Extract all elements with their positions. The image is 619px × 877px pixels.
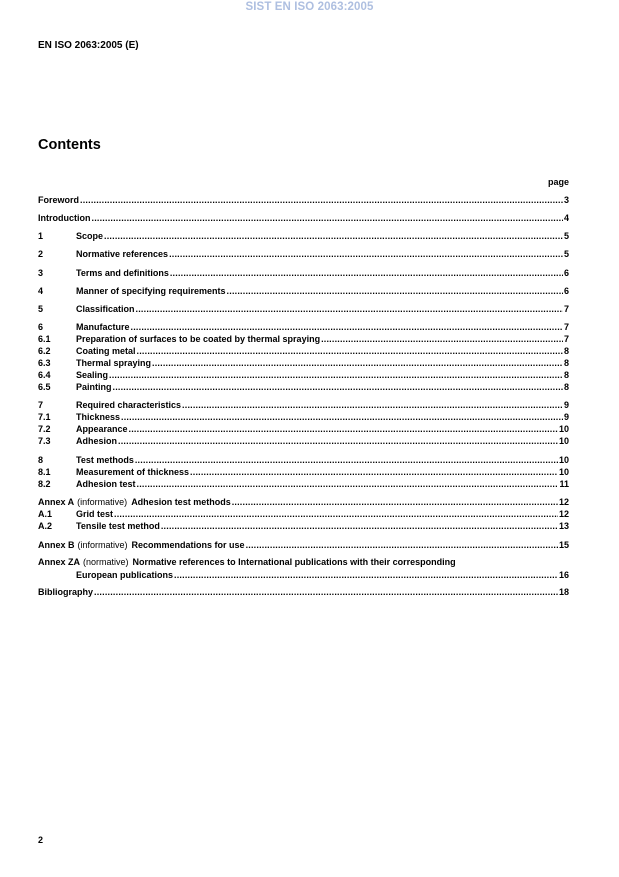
toc-leader	[170, 268, 563, 279]
toc-entry-title: Test methods	[76, 455, 134, 465]
toc-entry-title: Adhesion test	[76, 479, 136, 489]
toc-entry-number: 6.5	[38, 382, 51, 392]
toc-entry-title: Manner of specifying requirements	[76, 286, 226, 296]
toc-entry-page: 7	[563, 304, 569, 314]
toc-entry-7[interactable]	[38, 400, 569, 411]
toc-entry-number: 1	[38, 231, 44, 241]
toc-entry-number: 3	[38, 268, 44, 278]
toc-leader	[321, 334, 563, 345]
toc-entry-title: Classification	[76, 304, 135, 314]
toc-entry-title: Thickness	[76, 412, 121, 422]
toc-entry-number: 6.3	[38, 358, 51, 368]
toc-entry-number: A.2	[38, 521, 53, 531]
toc-entry-page: 6	[563, 286, 569, 296]
toc-entry-page: 9	[563, 400, 569, 410]
toc-entry-page: 8	[563, 370, 569, 380]
toc-entry-page: 8	[563, 346, 569, 356]
toc-entry-page: 11	[559, 479, 569, 489]
toc-entry-7-1[interactable]	[38, 412, 569, 423]
toc-entry-title: Adhesion	[76, 436, 118, 446]
toc-entry-6-1[interactable]	[38, 334, 569, 345]
toc-entry-annex-b[interactable]	[38, 540, 569, 551]
toc-annex-qualifier: (informative)	[77, 540, 128, 550]
toc-leader	[246, 540, 558, 551]
toc-leader	[109, 370, 563, 381]
toc-entry-8-2[interactable]	[38, 479, 569, 490]
toc-entry-3[interactable]	[38, 268, 569, 279]
contents-heading: Contents	[38, 137, 101, 153]
toc-entry-annex-za-continuation[interactable]	[76, 570, 569, 581]
toc-annex-label: Annex A	[38, 497, 75, 507]
toc-entry-introduction[interactable]	[38, 213, 569, 224]
toc-entry-number: 6	[38, 322, 44, 332]
toc-leader	[129, 424, 558, 435]
toc-entry-page: 7	[563, 334, 569, 344]
toc-entry-page: 15	[558, 540, 569, 550]
toc-entry-number: 7	[38, 400, 44, 410]
toc-entry-title: Foreword	[38, 195, 80, 205]
toc-entry-title: Grid test	[76, 509, 114, 519]
toc-entry-number: 7.3	[38, 436, 51, 446]
toc-leader	[80, 195, 563, 206]
toc-entry-title: Thermal spraying	[76, 358, 152, 368]
toc-entry-title: Adhesion test methods	[131, 497, 231, 507]
toc-entry-number: 8.1	[38, 467, 51, 477]
toc-entry-title: Required characteristics	[76, 400, 182, 410]
toc-leader	[118, 436, 558, 447]
toc-leader	[114, 509, 558, 520]
toc-entry-page: 3	[563, 195, 569, 205]
toc-leader	[169, 249, 563, 260]
toc-entry-annex-za[interactable]	[38, 557, 569, 568]
toc-entry-page: 8	[563, 382, 569, 392]
toc-entry-number: 6.4	[38, 370, 51, 380]
toc-annex-qualifier: (informative)	[77, 497, 128, 507]
toc-entry-page: 7	[563, 322, 569, 332]
toc-entry-title: Terms and definitions	[76, 268, 169, 278]
toc-entry-7-2[interactable]	[38, 424, 569, 435]
toc-leader	[94, 587, 558, 598]
toc-entry-title: Scope	[76, 231, 104, 241]
toc-entry-6-2[interactable]	[38, 346, 569, 357]
toc-entry-number: 8	[38, 455, 44, 465]
page-number: 2	[38, 835, 44, 845]
page-column-label: page	[547, 177, 569, 187]
watermark: SIST EN ISO 2063:2005	[245, 1, 374, 13]
toc-leader	[92, 213, 563, 224]
toc-entry-page: 6	[563, 268, 569, 278]
toc-entry-page: 10	[558, 424, 569, 434]
toc-entry-title: Manufacture	[76, 322, 130, 332]
toc-leader	[174, 570, 558, 581]
toc-entry-number: 2	[38, 249, 44, 259]
toc-leader	[227, 286, 563, 297]
toc-entry-page: 10	[558, 455, 569, 465]
toc-entry-bibliography[interactable]	[38, 587, 569, 598]
toc-entry-6-5[interactable]	[38, 382, 569, 393]
toc-entry-title: Appearance	[76, 424, 128, 434]
toc-entry-6[interactable]	[38, 322, 569, 333]
toc-leader	[104, 231, 563, 242]
toc-entry-page: 12	[558, 509, 569, 519]
toc-entry-title: Sealing	[76, 370, 109, 380]
toc-entry-number: 6.2	[38, 346, 51, 356]
toc-entry-page: 9	[563, 412, 569, 422]
toc-entry-page: 13	[558, 521, 569, 531]
toc-annex-qualifier: (normative)	[83, 557, 129, 567]
toc-entry-number: 6.1	[38, 334, 51, 344]
toc-entry-title: Measurement of thickness	[76, 467, 190, 477]
toc-leader	[190, 467, 558, 478]
toc-entry-a-2[interactable]	[38, 521, 569, 532]
toc-entry-title: Bibliography	[38, 587, 94, 597]
toc-leader	[137, 346, 563, 357]
toc-entry-number: 8.2	[38, 479, 51, 489]
toc-entry-annex-a[interactable]	[38, 497, 569, 508]
toc-entry-page: 5	[563, 231, 569, 241]
toc-entry-7-3[interactable]	[38, 436, 569, 447]
toc-entry-number: A.1	[38, 509, 53, 519]
toc-entry-page: 16	[558, 570, 569, 580]
toc-leader	[131, 322, 563, 333]
toc-entry-foreword[interactable]	[38, 195, 569, 206]
toc-entry-page: 12	[558, 497, 569, 507]
toc-entry-number: 7.2	[38, 424, 51, 434]
toc-entry-title-continuation: European publications	[76, 570, 174, 580]
toc-entry-page: 10	[558, 467, 569, 477]
toc-entry-page: 10	[558, 436, 569, 446]
toc-entry-number: 5	[38, 304, 44, 314]
toc-entry-title: Preparation of surfaces to be coated by thermal spraying	[76, 334, 321, 344]
toc-leader	[137, 479, 559, 490]
toc-leader	[182, 400, 563, 411]
toc-entry-title: Recommendations for use	[131, 540, 245, 550]
toc-entry-4[interactable]	[38, 286, 569, 297]
toc-entry-8-1[interactable]	[38, 467, 569, 478]
toc-entry-page: 8	[563, 358, 569, 368]
toc-entry-title: Tensile test method	[76, 521, 160, 531]
toc-entry-2[interactable]	[38, 249, 569, 260]
toc-entry-number: 4	[38, 286, 44, 296]
toc-entry-title: Normative references	[76, 249, 169, 259]
toc-entry-1[interactable]	[38, 231, 569, 242]
toc-entry-title: Normative references to International publications with their corresponding	[132, 557, 456, 567]
table-of-contents	[38, 0, 569, 877]
toc-annex-label: Annex ZA	[38, 557, 81, 567]
toc-leader	[152, 358, 563, 369]
toc-entry-page: 4	[563, 213, 569, 223]
toc-leader	[121, 412, 563, 423]
toc-annex-label: Annex B	[38, 540, 75, 550]
document-id: EN ISO 2063:2005 (E)	[38, 40, 139, 51]
toc-entry-title: Painting	[76, 382, 112, 392]
toc-entry-title: Introduction	[38, 213, 91, 223]
toc-entry-number: 7.1	[38, 412, 51, 422]
toc-entry-8[interactable]	[38, 455, 569, 466]
toc-entry-5[interactable]	[38, 304, 569, 315]
toc-entry-a-1[interactable]	[38, 509, 569, 520]
toc-leader	[135, 455, 558, 466]
toc-entry-6-4[interactable]	[38, 370, 569, 381]
toc-leader	[232, 497, 558, 508]
toc-leader	[113, 382, 563, 393]
toc-entry-page: 5	[563, 249, 569, 259]
toc-entry-6-3[interactable]	[38, 358, 569, 369]
toc-leader	[161, 521, 558, 532]
toc-leader	[136, 304, 563, 315]
toc-entry-page: 18	[558, 587, 569, 597]
toc-entry-title: Coating metal	[76, 346, 136, 356]
